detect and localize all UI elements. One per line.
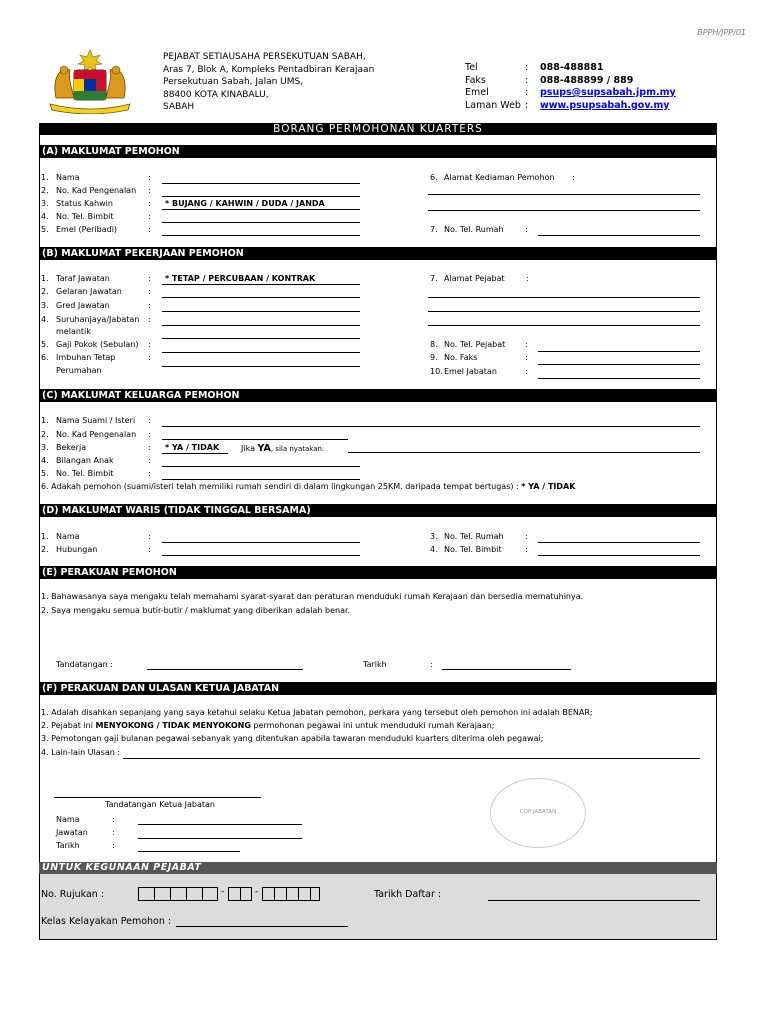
head-signature-label: Tandatangan Ketua Jabatan (105, 800, 215, 809)
stamp-label: COP JABATAN (519, 809, 557, 815)
contact-label: Tel (465, 62, 478, 73)
f-statement-2: 2. Pejabat ini MENYOKONG / TIDAK MENYOKONG permohonan pegawai ini untuk menduduki rumah Kerajaan; (41, 721, 495, 730)
grade-field[interactable] (162, 311, 360, 312)
own-house-question: 6. Adakah pemohon (suami/isteri telah memiliki rumah sendiri di dalam lingkungan 25KM. daripada tempat bertugas) : * YA / TIDAK (41, 482, 576, 491)
statement-2: 2. Saya mengaku semua butir-butir / maklumat yang diberikan adalah benar. (41, 606, 351, 615)
form-code: BPPH/JPP/01 (697, 28, 746, 37)
allowance-field[interactable] (162, 352, 360, 353)
spouse-name-field[interactable] (162, 426, 700, 427)
a-row-nama: 1. Nama : (41, 173, 151, 182)
heir-mobile-field[interactable] (538, 555, 700, 556)
f-statement-1: 1. Adalah disahkan sepanjang yang saya ketahui selaku Ketua Jabatan pemohon, perkara yang tersebut oleh pemohon ini adalah BENAR; (41, 708, 593, 717)
address-line: SABAH (163, 102, 195, 112)
department-stamp (490, 778, 586, 848)
section-f-header: (F) PERAKUAN DAN ULASAN KETUA JABATAN (39, 682, 717, 695)
tel-value: 088-488881 (540, 62, 604, 73)
head-position-field[interactable] (138, 838, 302, 839)
head-signature-line[interactable] (54, 797, 261, 798)
fax-value: 088-488899 / 889 (540, 74, 634, 86)
spouse-ic-field[interactable] (162, 439, 348, 440)
email-field[interactable] (162, 235, 360, 236)
address-line: Aras 7, Blok A, Kompleks Pentadbiran Kerajaan (163, 64, 375, 75)
marital-status-options[interactable]: * BUJANG / KAHWIN / DUDA / JANDA (165, 199, 325, 208)
head-name-field[interactable] (138, 824, 302, 825)
register-date-label: Tarikh Daftar : (374, 889, 442, 900)
register-date-field[interactable] (488, 900, 700, 901)
ic-field[interactable] (162, 196, 360, 197)
contact-label: Faks (465, 74, 486, 86)
f-statement-3: 3. Pemotongan gaji bulanan pegawai sebanyak yang ditentukan apabila tawaran menduduki kuarters diterima oleh pegawai; (41, 734, 544, 743)
nama-field[interactable] (162, 183, 360, 184)
spouse-job-field[interactable] (348, 452, 700, 453)
signature-label: Tandatangan : (56, 660, 113, 669)
heir-home-tel-field[interactable] (538, 542, 700, 543)
office-address-field-3[interactable] (428, 325, 700, 326)
section-d-header: (D) MAKLUMAT WARIS (TIDAK TINGGAL BERSAMA) (39, 504, 717, 517)
website-link[interactable]: www.psupsabah.gov.my (540, 99, 670, 111)
head-date-field[interactable] (138, 851, 240, 852)
home-tel-field[interactable] (538, 235, 700, 236)
spouse-mobile-field[interactable] (162, 479, 360, 480)
comments-field[interactable] (123, 758, 700, 759)
contact-label: Emel (465, 87, 489, 98)
a-row-ic: 2. No. Kad Pengenalan : (41, 186, 151, 195)
ref-separator: - (255, 887, 259, 897)
date-label: Tarikh (363, 660, 387, 669)
support-options[interactable]: MENYOKONG / TIDAK MENYOKONG (95, 721, 251, 730)
email-link[interactable]: psups@supsabah.jpm.my (540, 87, 676, 98)
relationship-field[interactable] (162, 555, 360, 556)
own-house-options[interactable]: * YA / TIDAK (521, 482, 576, 491)
form-title: BORANG PERMOHONAN KUARTERS (39, 123, 717, 135)
job-status-underline (162, 284, 360, 285)
section-a-header: (A) MAKLUMAT PEMOHON (39, 145, 717, 158)
applicant-date-field[interactable] (442, 669, 571, 670)
a-row-address: 6. Alamat Kediaman Pemohon : (430, 173, 575, 182)
status-underline (162, 209, 360, 210)
address-line: 88400 KOTA KINABALU, (163, 89, 269, 100)
section-c-header: (C) MAKLUMAT KELUARGA PEMOHON (39, 389, 717, 402)
address-line: Persekutuan Sabah, Jalan UMS, (163, 77, 304, 87)
address-field-1[interactable] (428, 194, 700, 195)
eligibility-class-label: Kelas Kelayakan Pemohon : (41, 916, 172, 927)
f-statement-4: 4. Lain-lain Ulasan : (41, 748, 121, 757)
address-field-2[interactable] (428, 210, 700, 211)
address-line: PEJABAT SETIAUSAHA PERSEKUTUAN SABAH, (163, 52, 366, 62)
ref-box-group-3[interactable] (262, 887, 320, 901)
section-e-header: (E) PERAKUAN PEMOHON (39, 566, 717, 579)
job-title-field[interactable] (162, 297, 360, 298)
coat-of-arms-logo (42, 48, 138, 114)
reference-label: No. Rujukan : (41, 889, 105, 900)
a-row-email: 5. Emel (Peribadi) : (41, 225, 151, 234)
spouse-working-options[interactable]: * YA / TIDAK (165, 443, 220, 452)
commission-field[interactable] (162, 325, 360, 326)
office-address-field-2[interactable] (428, 311, 700, 312)
salary-field[interactable] (162, 338, 360, 339)
contact-label: Laman Web (465, 99, 521, 111)
office-address-field-1[interactable] (428, 297, 700, 298)
office-fax-field[interactable] (538, 364, 700, 365)
statement-1: 1. Bahawasanya saya mengaku telah memahami syarat-syarat dan peraturan menduduki rumah Kerajaan dan bersedia mematuhinya. (41, 592, 584, 601)
ref-box-group-2[interactable] (228, 887, 252, 901)
ref-box-group-1[interactable] (138, 887, 218, 901)
a-row-home-tel: 7. No. Tel. Rumah : (430, 225, 528, 234)
applicant-signature-field[interactable] (147, 669, 303, 670)
address-block (163, 51, 374, 114)
contact-block: Tel : 088-488881 Faks : 088-488899 / 889 Emel : psups@supsabah.jpm.my Laman Web : www.psupsabah.gov.my (465, 62, 676, 111)
allowance-field-2[interactable] (162, 366, 360, 367)
mobile-field[interactable] (162, 222, 360, 223)
office-tel-field[interactable] (538, 351, 700, 352)
a-row-status: 3. Status Kahwin : * BUJANG / KAHWIN / DUDA / JANDA (41, 199, 325, 208)
section-b-header: (B) MAKLUMAT PEKERJAAN PEMOHON (39, 247, 717, 260)
office-email-field[interactable] (538, 378, 700, 379)
heir-name-field[interactable] (162, 542, 360, 543)
children-count-field[interactable] (162, 466, 360, 467)
working-underline (162, 453, 228, 454)
eligibility-class-field[interactable] (176, 926, 348, 927)
ref-separator: - (221, 887, 225, 897)
a-row-mobile: 4. No. Tel. Bimbit : (41, 212, 151, 221)
job-status-options[interactable]: * TETAP / PERCUBAAN / KONTRAK (165, 274, 316, 283)
office-use-header: UNTUK KEGUNAAN PEJABAT (39, 862, 717, 874)
